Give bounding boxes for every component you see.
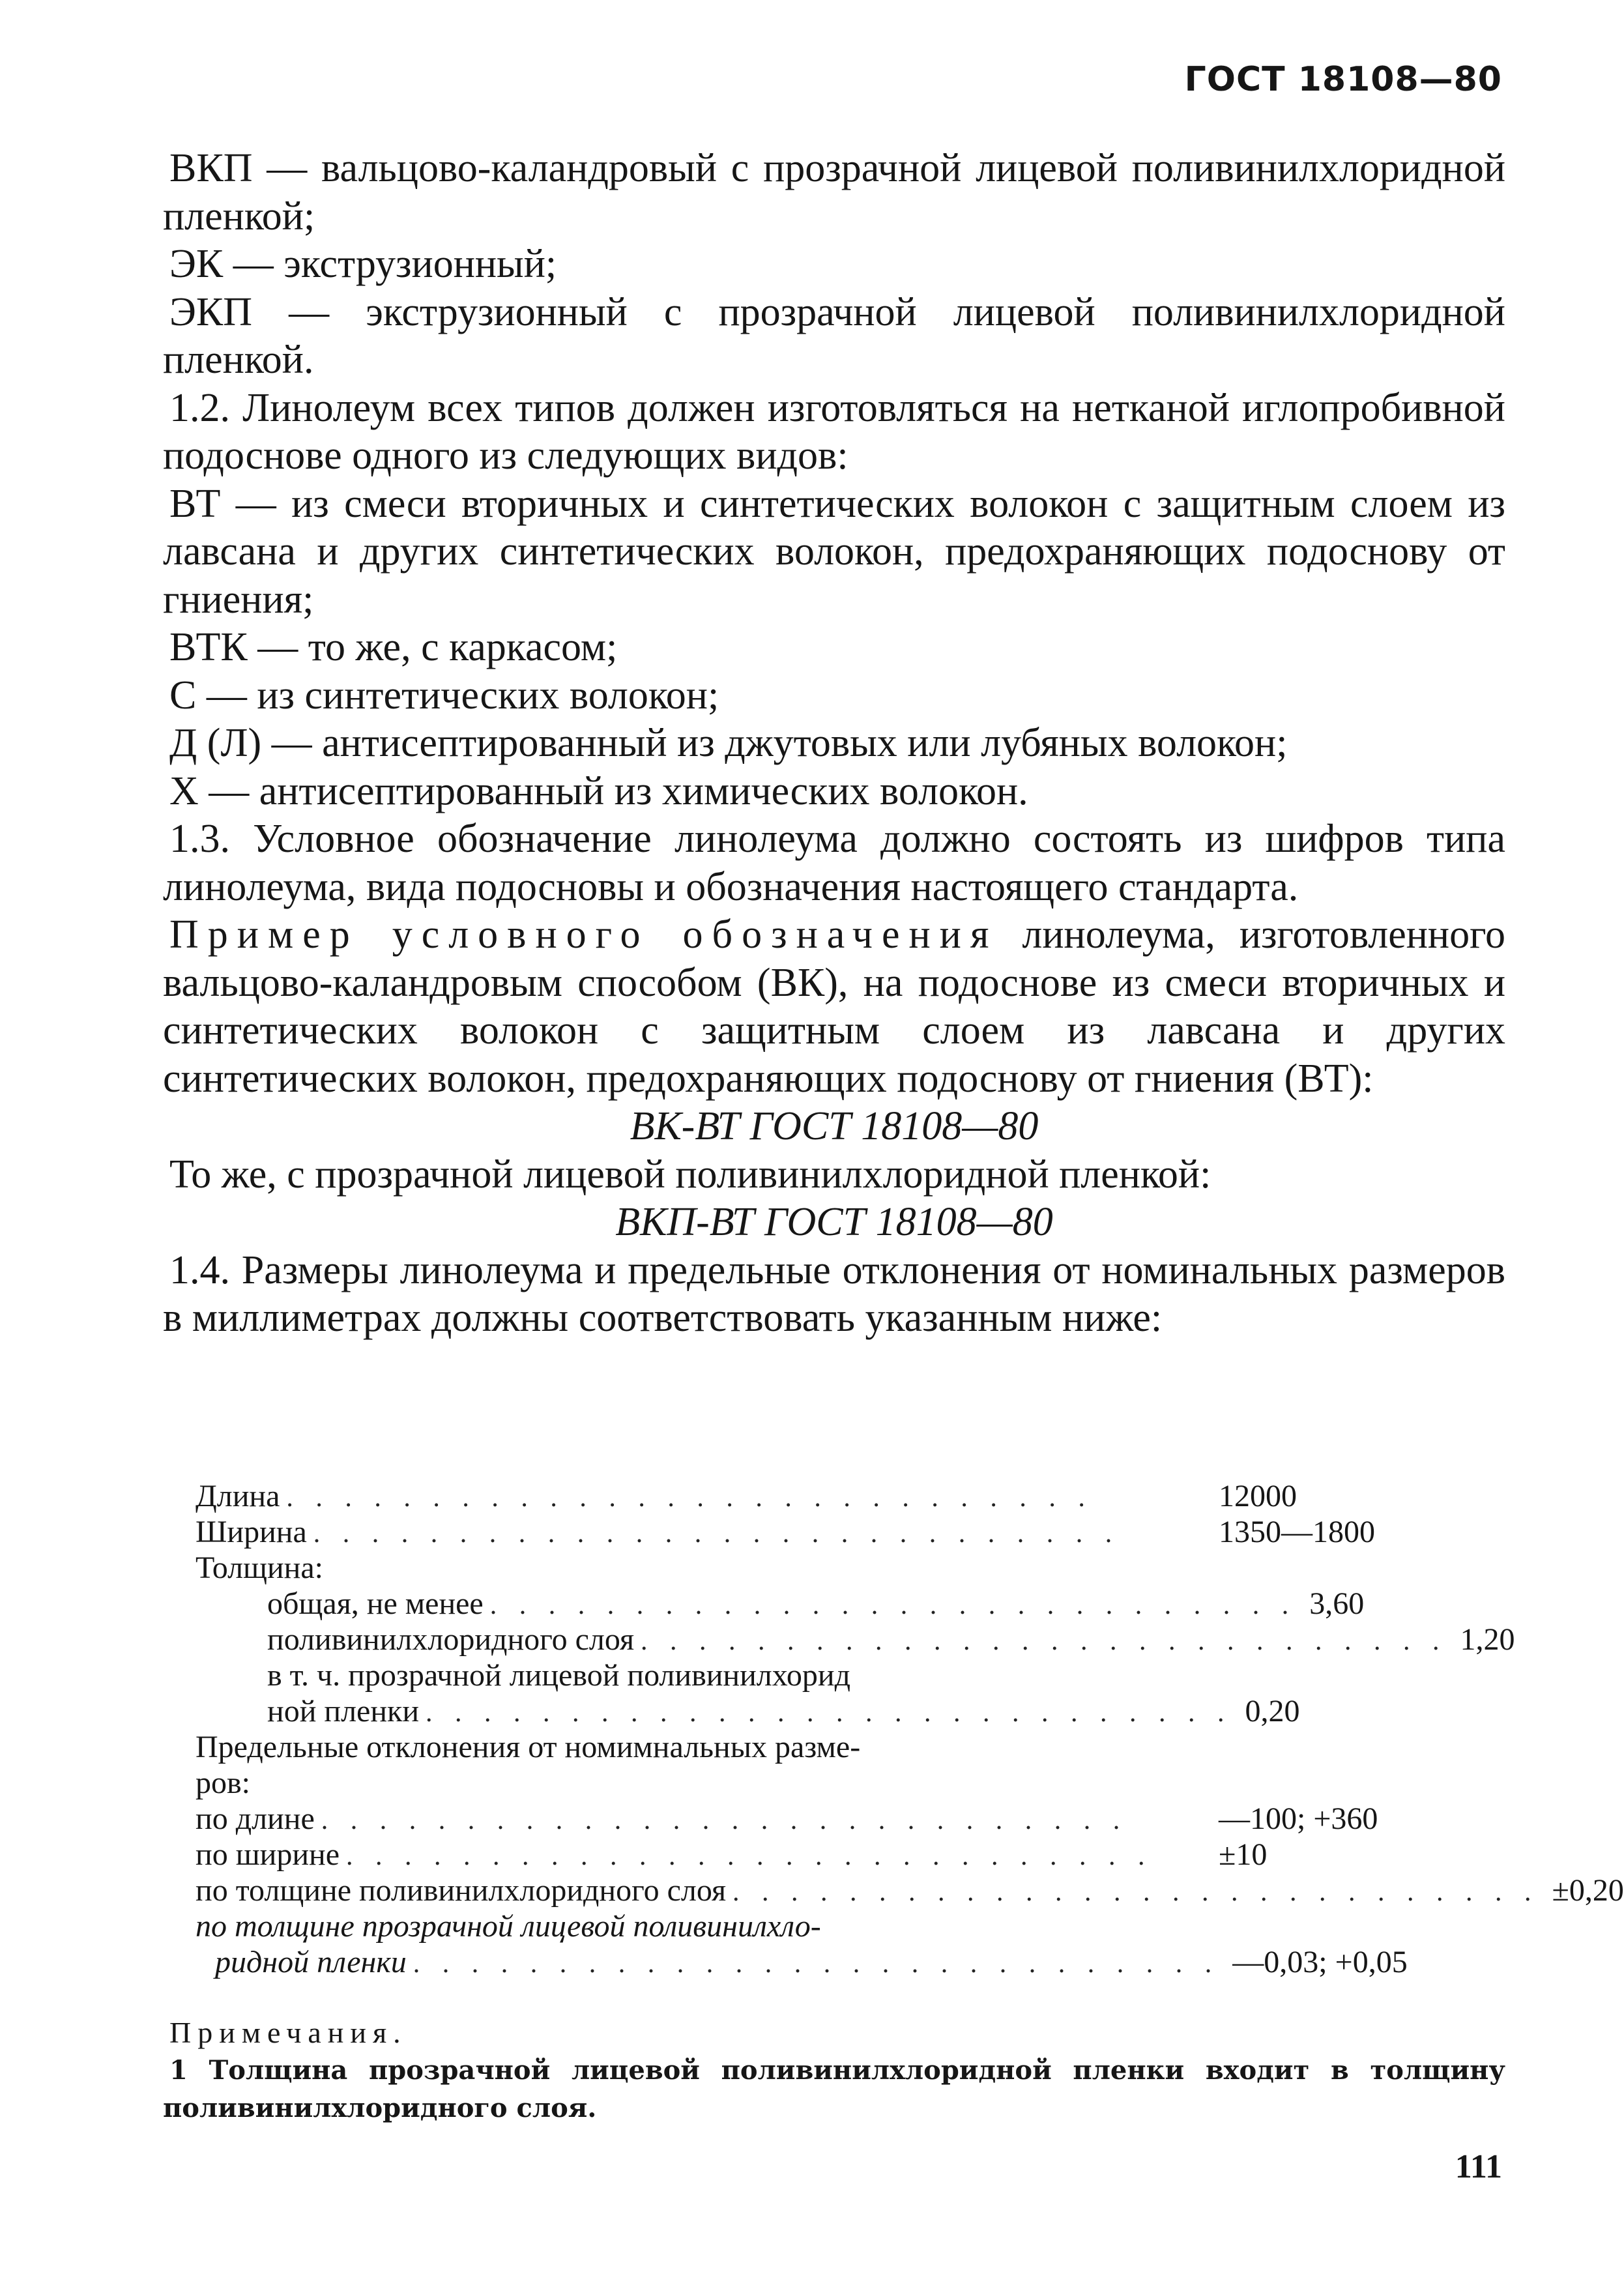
example-text: линолеума, изготовленного вальцово-каландровым способом (ВК), на подоснове из смеси вторичных и синтетических волокон с защитным слоем из лавсана и других синтетических волокон, предохраняющих подоснову от гниения (ВТ): [163,912,1505,1101]
spec-row-dev-line1 [196,1729,1434,1765]
example-label: Пример условного обозначения [169,912,998,957]
example-same: То же, с прозрачной лицевой поливинилхлоридной пленкой: [169,1152,1211,1197]
dot-leader: . . . . . . . . . . . . . . . . . . . . . . . . . . . . [489,1590,1297,1620]
spec-value: 12000 [1219,1479,1297,1513]
dot-leader: . . . . . . . . . . . . . . . . . . . . . . . . . . . . [321,1805,1128,1835]
paragraph-1-3: 1.3. Условное обозначение линолеума должно состоять из шифров типа линолеума, вида подосновы и обозначения настоящего стандарта. [163,817,1505,909]
dot-leader: . . . . . . . . . . . . . . . . . . . . . . . . . . . . [286,1483,1093,1513]
spec-row-by-pvc [196,1872,1624,1908]
spec-row-by-film-line1 [196,1908,1434,1944]
spec-value: —100; +360 [1219,1801,1378,1836]
note-1: 1 Толщина прозрачной лицевой поливинилхлоридной пленки входит в толщину поливинилхлоридного слоя. [163,2055,1505,2123]
spec-label: по толщине прозрачной лицевой поливинилхло- [196,1909,821,1944]
notes-section [163,2014,1505,2127]
example-code-1: ВК-ВТ ГОСТ 18108—80 [630,1104,1039,1148]
spec-label: в т. ч. прозрачной лицевой поливинилхорид [267,1658,851,1693]
spec-label: по ширине [196,1837,340,1872]
spec-row-incl-line1 [196,1657,1434,1693]
spec-row-by-film [196,1944,1434,1980]
paragraph-ek: ЭК — экструзионный; [169,242,557,286]
spec-label: Длина [196,1479,280,1513]
spec-row-width [196,1514,1434,1550]
spec-value: 3,60 [1309,1586,1365,1621]
main-text [163,145,1505,1343]
spec-value: ±0,20 [1552,1873,1624,1908]
spec-label: ридной пленки [215,1945,407,1979]
example-code-2: ВКП-ВТ ГОСТ 18108—80 [615,1200,1053,1244]
spec-label: ров: [196,1766,250,1800]
spec-row-dev-line2 [196,1765,1434,1801]
paragraph-d: Д (Л) — антисептированный из джутовых или лубяных волокон; [169,721,1288,765]
spec-value: 0,20 [1245,1694,1300,1728]
spec-value: ±10 [1219,1837,1268,1872]
spec-row-length [196,1478,1434,1514]
spec-label: поливинилхлоридного слоя [267,1622,635,1657]
dot-leader: . . . . . . . . . . . . . . . . . . . . . . . . . . . . [313,1519,1120,1549]
dot-leader: . . . . . . . . . . . . . . . . . . . . . . . . . . . . [641,1626,1447,1656]
paragraph-1-4: 1.4. Размеры линолеума и предельные отклонения от номинальных размеров в миллиметрах должны соответствовать указанным ниже: [163,1247,1505,1340]
paragraph-vkp: ВКП — вальцово-каландровый с прозрачной лицевой поливинилхлоридной пленкой; [163,146,1505,239]
spec-label: общая, не менее [267,1586,484,1621]
spec-value: —0,03; +0,05 [1232,1945,1408,1979]
paragraph-1-2: 1.2. Линолеум всех типов должен изготовляться на нетканой иглопробивной подоснове одного из следующих видов: [163,385,1505,478]
spec-label: Предельные отклонения от номимнальных разме- [196,1730,861,1764]
spec-label: ной пленки [267,1694,420,1728]
paragraph-ekp: ЭКП — экструзионный с прозрачной лицевой поливинилхлоридной пленкой. [163,289,1505,382]
paragraph-s: С — из синтетических волокон; [169,673,719,718]
paragraph-vt: ВТ — из смеси вторичных и синтетических волокон с защитным слоем из лавсана и других синтетических волокон, предохраняющих подоснову от гниения; [163,481,1505,622]
spec-label: Ширина [196,1515,307,1549]
spec-value: 1,20 [1460,1622,1515,1657]
spec-row-thickness [196,1550,1434,1586]
paragraph-h: Х — антисептированный из химических волокон. [169,768,1028,813]
paragraph-vtk: ВТК — то же, с каркасом; [169,625,618,669]
dot-leader: . . . . . . . . . . . . . . . . . . . . . . . . . . . . [346,1841,1153,1871]
spec-row-by-length [196,1801,1434,1837]
dot-leader: . . . . . . . . . . . . . . . . . . . . . . . . . . . . [413,1949,1220,1979]
dot-leader: . . . . . . . . . . . . . . . . . . . . . . . . . . . . [426,1698,1232,1728]
dimensions-list [196,1478,1624,1980]
dot-leader: . . . . . . . . . . . . . . . . . . . . . . . . . . . . [732,1877,1539,1907]
spec-row-by-width [196,1837,1434,1872]
spec-value: 1350—1800 [1219,1515,1375,1549]
spec-label: по длине [196,1801,315,1836]
example-paragraph [163,911,1505,1103]
page-header: ГОСТ 18108—80 [1184,60,1502,99]
spec-label: по толщине поливинилхлоридного слоя [196,1873,727,1908]
notes-title: Примечания. [169,2016,407,2049]
spec-row-total [196,1586,1434,1622]
spec-row-incl [196,1693,1434,1729]
page-number: 111 [1455,2148,1502,2185]
spec-label: Толщина: [196,1551,324,1585]
spec-row-pvc [196,1622,1515,1657]
